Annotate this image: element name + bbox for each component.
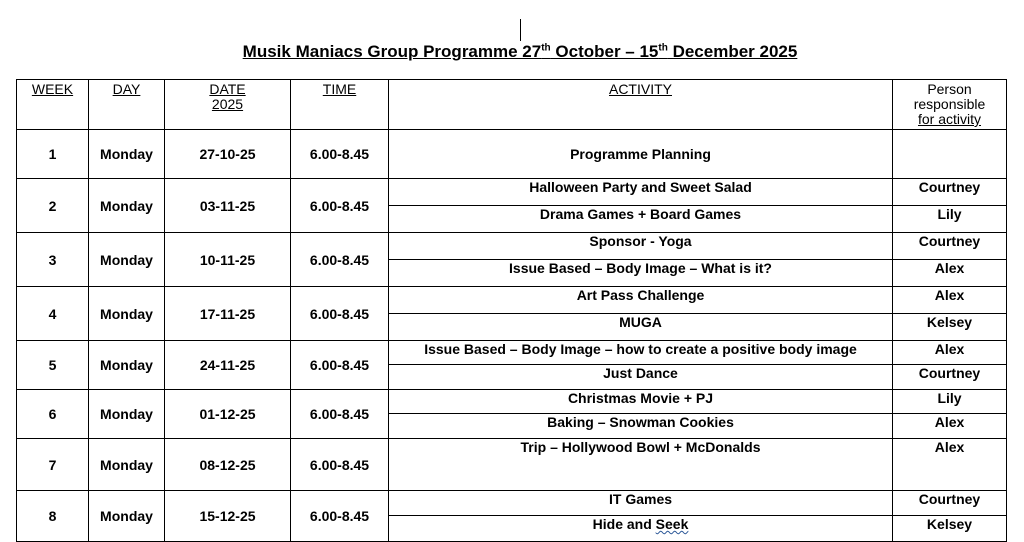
- person-cell: Alex: [893, 341, 1007, 365]
- header-person: Person responsible for activity: [893, 80, 1007, 130]
- time-cell: 6.00-8.45: [291, 179, 389, 233]
- person-cell: Alex: [893, 439, 1007, 491]
- activity-cell: IT Games: [389, 491, 893, 516]
- week-cell: 1: [17, 130, 89, 179]
- day-cell: Monday: [89, 341, 165, 390]
- header-activity: ACTIVITY: [389, 80, 893, 130]
- table-row: [17, 179, 1007, 206]
- activity-cell: Hide and Seek: [389, 516, 893, 542]
- week-cell: 5: [17, 341, 89, 390]
- activity-cell: Sponsor - Yoga: [389, 233, 893, 260]
- date-cell: 01-12-25: [165, 390, 291, 439]
- day-cell: Monday: [89, 491, 165, 542]
- date-cell: 17-11-25: [165, 287, 291, 341]
- header-day: DAY: [89, 80, 165, 130]
- date-cell: 10-11-25: [165, 233, 291, 287]
- date-cell: 03-11-25: [165, 179, 291, 233]
- person-cell: Kelsey: [893, 314, 1007, 341]
- week-cell: 3: [17, 233, 89, 287]
- person-cell: Courtney: [893, 491, 1007, 516]
- time-cell: 6.00-8.45: [291, 233, 389, 287]
- activity-cell: Christmas Movie + PJ: [389, 390, 893, 414]
- activity-cell: Programme Planning: [389, 130, 893, 179]
- table-row: [17, 341, 1007, 365]
- date-cell: 15-12-25: [165, 491, 291, 542]
- person-cell: Kelsey: [893, 516, 1007, 542]
- spellcheck-marked-word: Seek: [655, 516, 689, 532]
- text-cursor: [520, 19, 521, 41]
- time-cell: 6.00-8.45: [291, 341, 389, 390]
- table-row: [17, 287, 1007, 314]
- header-week: WEEK: [17, 80, 89, 130]
- header-row: [17, 80, 1007, 130]
- table-row: [17, 491, 1007, 516]
- activity-cell: Halloween Party and Sweet Salad: [389, 179, 893, 206]
- day-cell: Monday: [89, 179, 165, 233]
- time-cell: 6.00-8.45: [291, 491, 389, 542]
- week-cell: 4: [17, 287, 89, 341]
- person-cell: Courtney: [893, 233, 1007, 260]
- table-row: [17, 390, 1007, 414]
- activity-cell: Art Pass Challenge: [389, 287, 893, 314]
- person-cell: Lily: [893, 390, 1007, 414]
- page-title: Musik Maniacs Group Programme 27th October – 15th December 2025: [242, 42, 798, 61]
- table-row: [17, 439, 1007, 491]
- week-cell: 6: [17, 390, 89, 439]
- person-cell: Alex: [893, 260, 1007, 287]
- person-cell: Alex: [893, 287, 1007, 314]
- day-cell: Monday: [89, 233, 165, 287]
- header-time: TIME: [291, 80, 389, 130]
- time-cell: 6.00-8.45: [291, 130, 389, 179]
- date-cell: 24-11-25: [165, 341, 291, 390]
- day-cell: Monday: [89, 130, 165, 179]
- person-cell: Alex: [893, 414, 1007, 439]
- time-cell: 6.00-8.45: [291, 439, 389, 491]
- activity-cell: Trip – Hollywood Bowl + McDonalds: [389, 439, 893, 491]
- activity-cell: Issue Based – Body Image – What is it?: [389, 260, 893, 287]
- date-cell: 27-10-25: [165, 130, 291, 179]
- day-cell: Monday: [89, 287, 165, 341]
- person-cell: Lily: [893, 206, 1007, 233]
- activity-cell: Just Dance: [389, 365, 893, 390]
- activity-cell: Issue Based – Body Image – how to create a positive body image: [389, 341, 893, 365]
- day-cell: Monday: [89, 439, 165, 491]
- table-row: [17, 130, 1007, 179]
- activity-cell: Baking – Snowman Cookies: [389, 414, 893, 439]
- time-cell: 6.00-8.45: [291, 390, 389, 439]
- activity-cell: MUGA: [389, 314, 893, 341]
- week-cell: 8: [17, 491, 89, 542]
- week-cell: 2: [17, 179, 89, 233]
- activity-cell: Drama Games + Board Games: [389, 206, 893, 233]
- header-date: DATE 2025: [165, 80, 291, 130]
- programme-table: [16, 79, 1007, 542]
- table-row: [17, 233, 1007, 260]
- day-cell: Monday: [89, 390, 165, 439]
- person-cell: [893, 130, 1007, 179]
- week-cell: 7: [17, 439, 89, 491]
- person-cell: Courtney: [893, 365, 1007, 390]
- person-cell: Courtney: [893, 179, 1007, 206]
- time-cell: 6.00-8.45: [291, 287, 389, 341]
- date-cell: 08-12-25: [165, 439, 291, 491]
